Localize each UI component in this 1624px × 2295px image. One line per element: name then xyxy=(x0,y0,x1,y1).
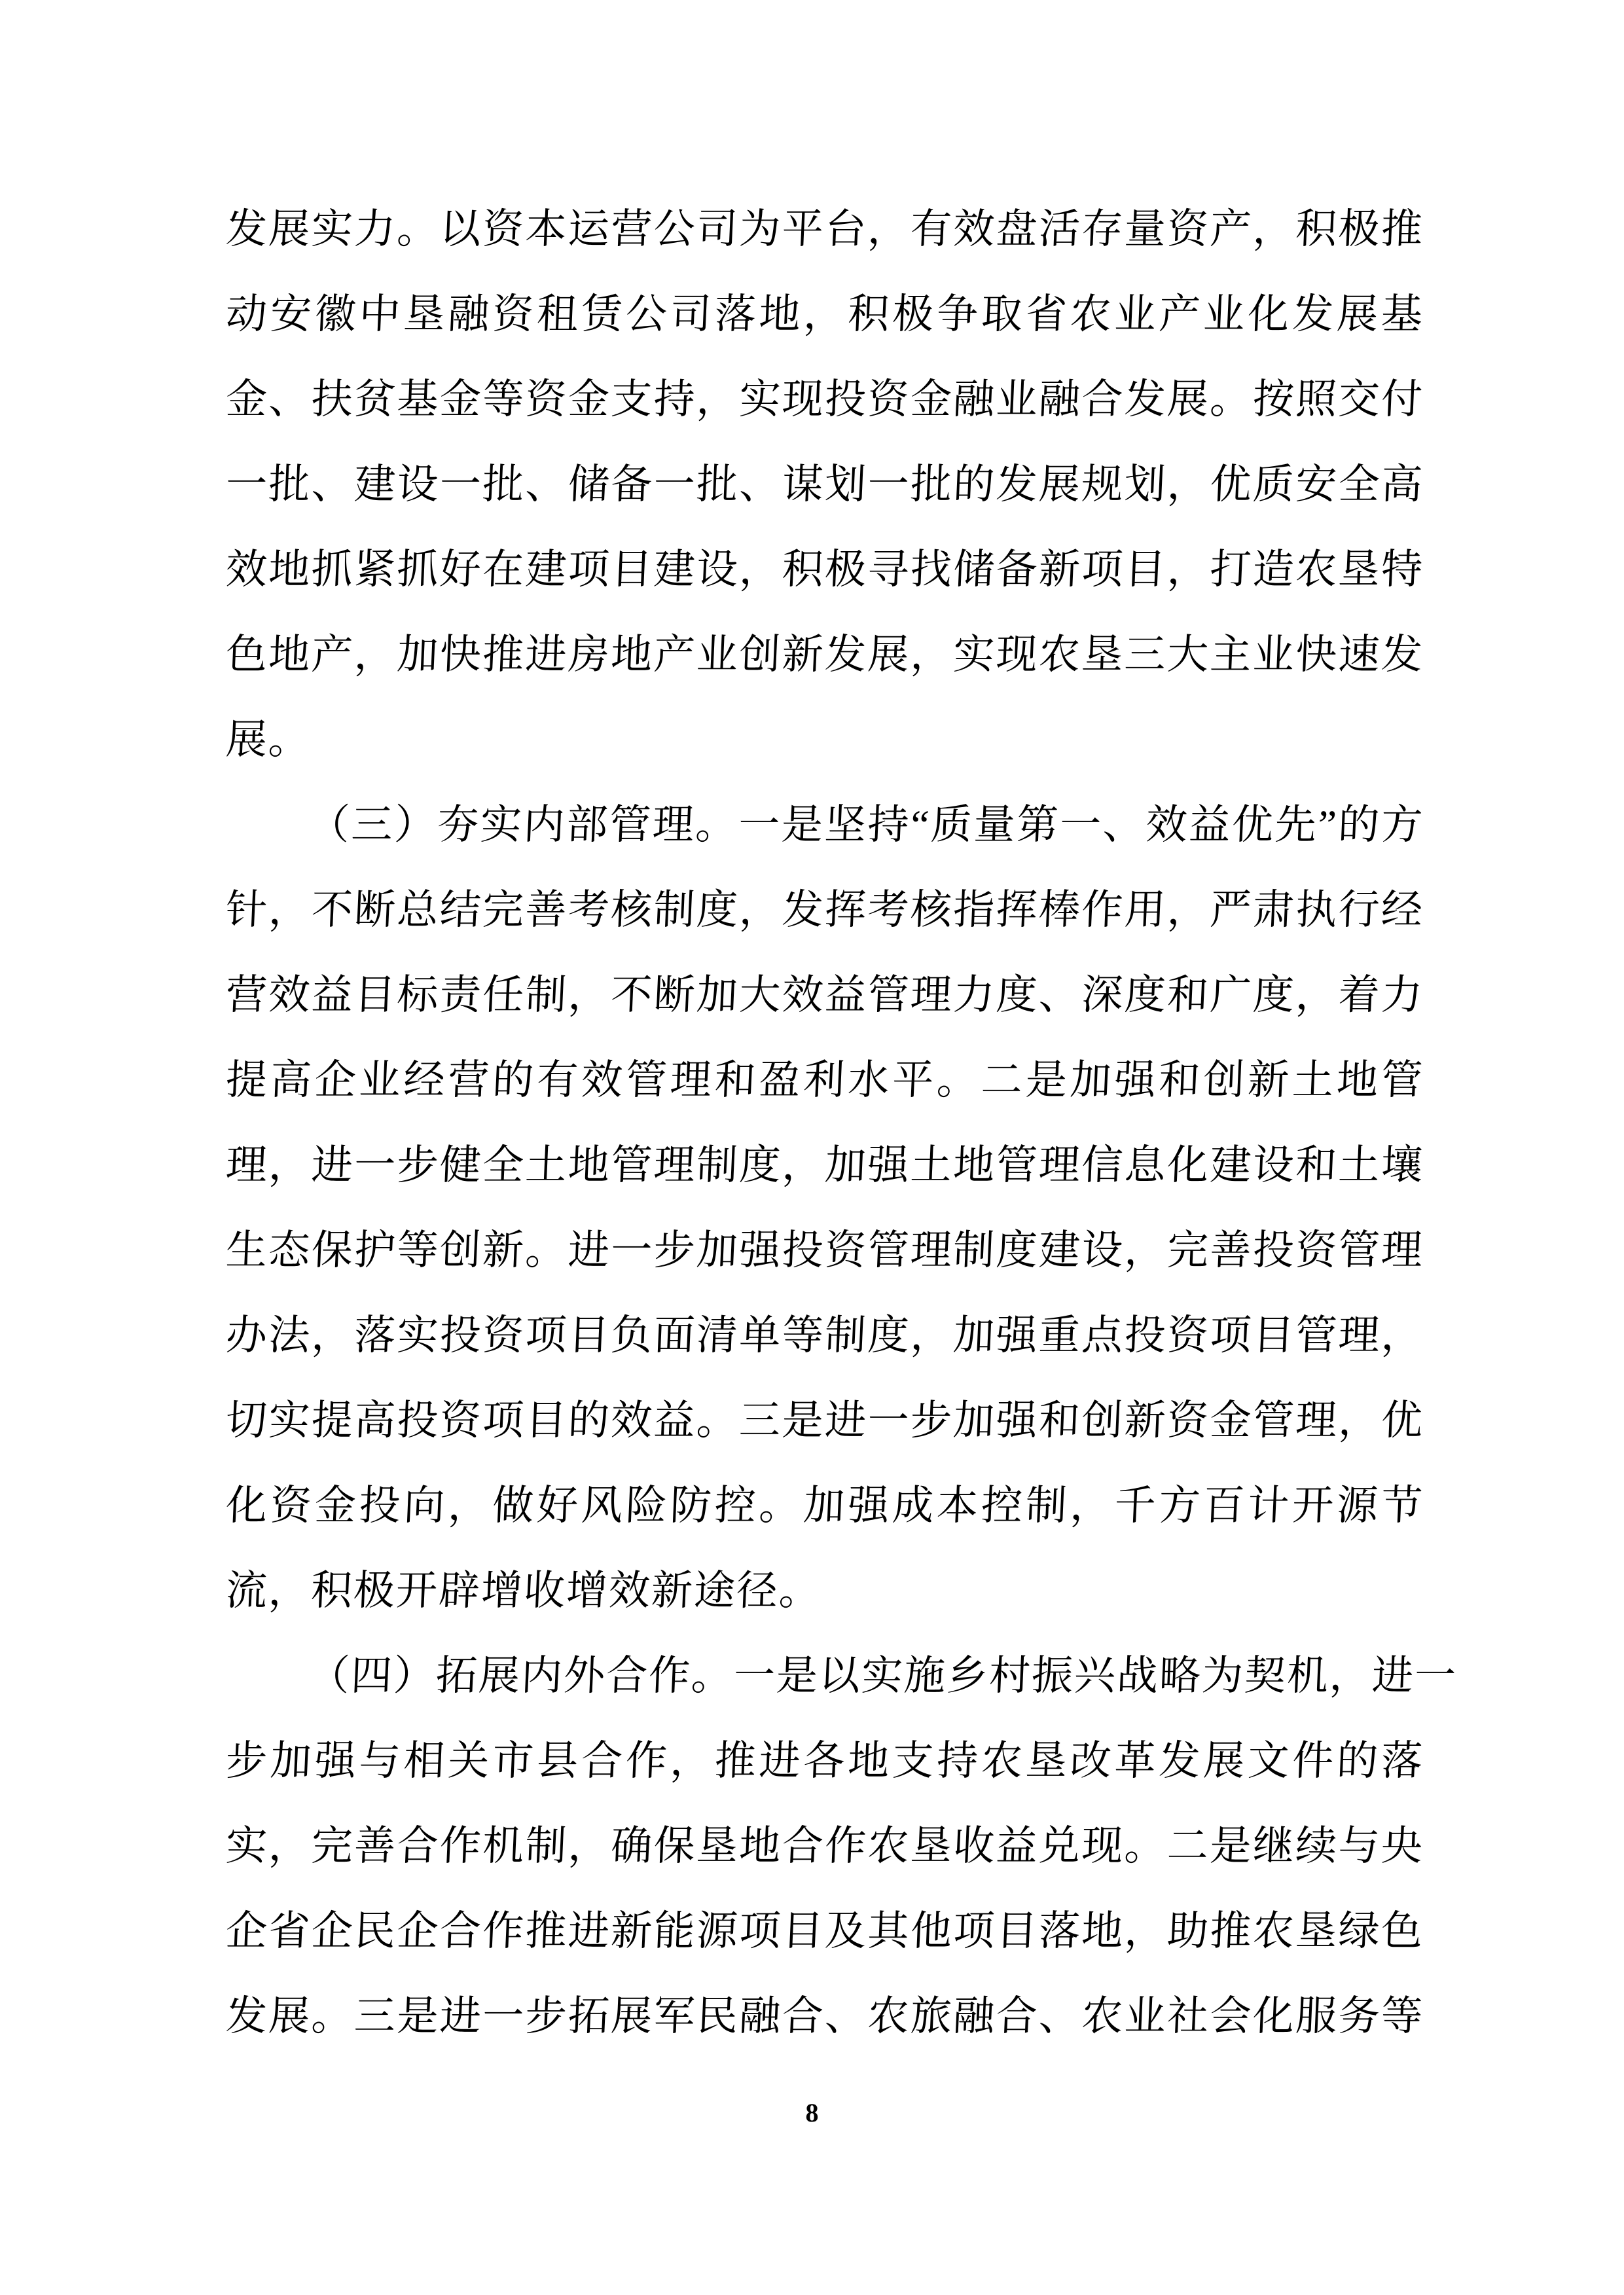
text-line: 企省企民企合作推进新能源项目及其他项目落地，助推农垦绿色 xyxy=(225,1908,1425,1954)
text-line: 化资金投向，做好风险防控。加强成本控制，千方百计开源节 xyxy=(225,1483,1425,1528)
text-line: 针，不断总结完善考核制度，发挥考核指挥棒作用，严肃执行经 xyxy=(225,887,1425,933)
text-line: 一批、建设一批、储备一批、谋划一批的发展规划，优质安全高 xyxy=(225,461,1425,507)
text-line: 提高企业经营的有效管理和盈利水平。二是加强和创新土地管 xyxy=(225,1057,1425,1103)
paragraph-continuation xyxy=(226,187,1424,782)
text-line: 效地抓紧抓好在建项目建设，积极寻找储备新项目，打造农垦特 xyxy=(225,547,1425,592)
text-line: 流，积极开辟增收增效新途径。 xyxy=(225,1568,823,1614)
text-line: 发展实力。以资本运营公司为平台，有效盘活存量资产，积极推 xyxy=(225,206,1425,252)
text-line: 金、扶贫基金等资金支持，实现投资金融业融合发展。按照交付 xyxy=(225,376,1425,422)
paragraph-section-4 xyxy=(225,1633,1458,2059)
page-number: 8 xyxy=(805,2098,819,2127)
text-line: 实，完善合作机制，确保垦地合作农垦收益兑现。二是继续与央 xyxy=(225,1823,1425,1869)
text-line: 展。 xyxy=(225,717,312,763)
text-line: 办法，落实投资项目负面清单等制度，加强重点投资项目管理， xyxy=(225,1312,1425,1358)
text-line: 发展。三是进一步拓展军民融合、农旅融合、农业社会化服务等 xyxy=(225,1993,1425,2039)
text-line: 营效益目标责任制，不断加大效益管理力度、深度和广度，着力 xyxy=(225,972,1425,1018)
text-line: 动安徽中垦融资租赁公司落地，积极争取省农业产业化发展基 xyxy=(225,291,1425,337)
text-line: 理，进一步健全土地管理制度，加强土地管理信息化建设和土壤 xyxy=(225,1142,1425,1188)
paragraph-section-3 xyxy=(226,782,1424,1633)
text-line: 色地产，加快推进房地产业创新发展，实现农垦三大主业快速发 xyxy=(225,632,1425,678)
text-line: 步加强与相关市县合作，推进各地支持农垦改革发展文件的落 xyxy=(225,1738,1425,1784)
text-line: 生态保护等创新。进一步加强投资管理制度建设，完善投资管理 xyxy=(225,1227,1425,1273)
body-text xyxy=(225,187,1458,2059)
text-line: 切实提高投资项目的效益。三是进一步加强和创新资金管理，优 xyxy=(225,1398,1425,1443)
text-line: （四）拓展内外合作。一是以实施乡村振兴战略为契机，进一 xyxy=(307,1653,1458,1699)
text-line: （三）夯实内部管理。一是坚持“质量第一、效益优先”的方 xyxy=(307,802,1425,848)
